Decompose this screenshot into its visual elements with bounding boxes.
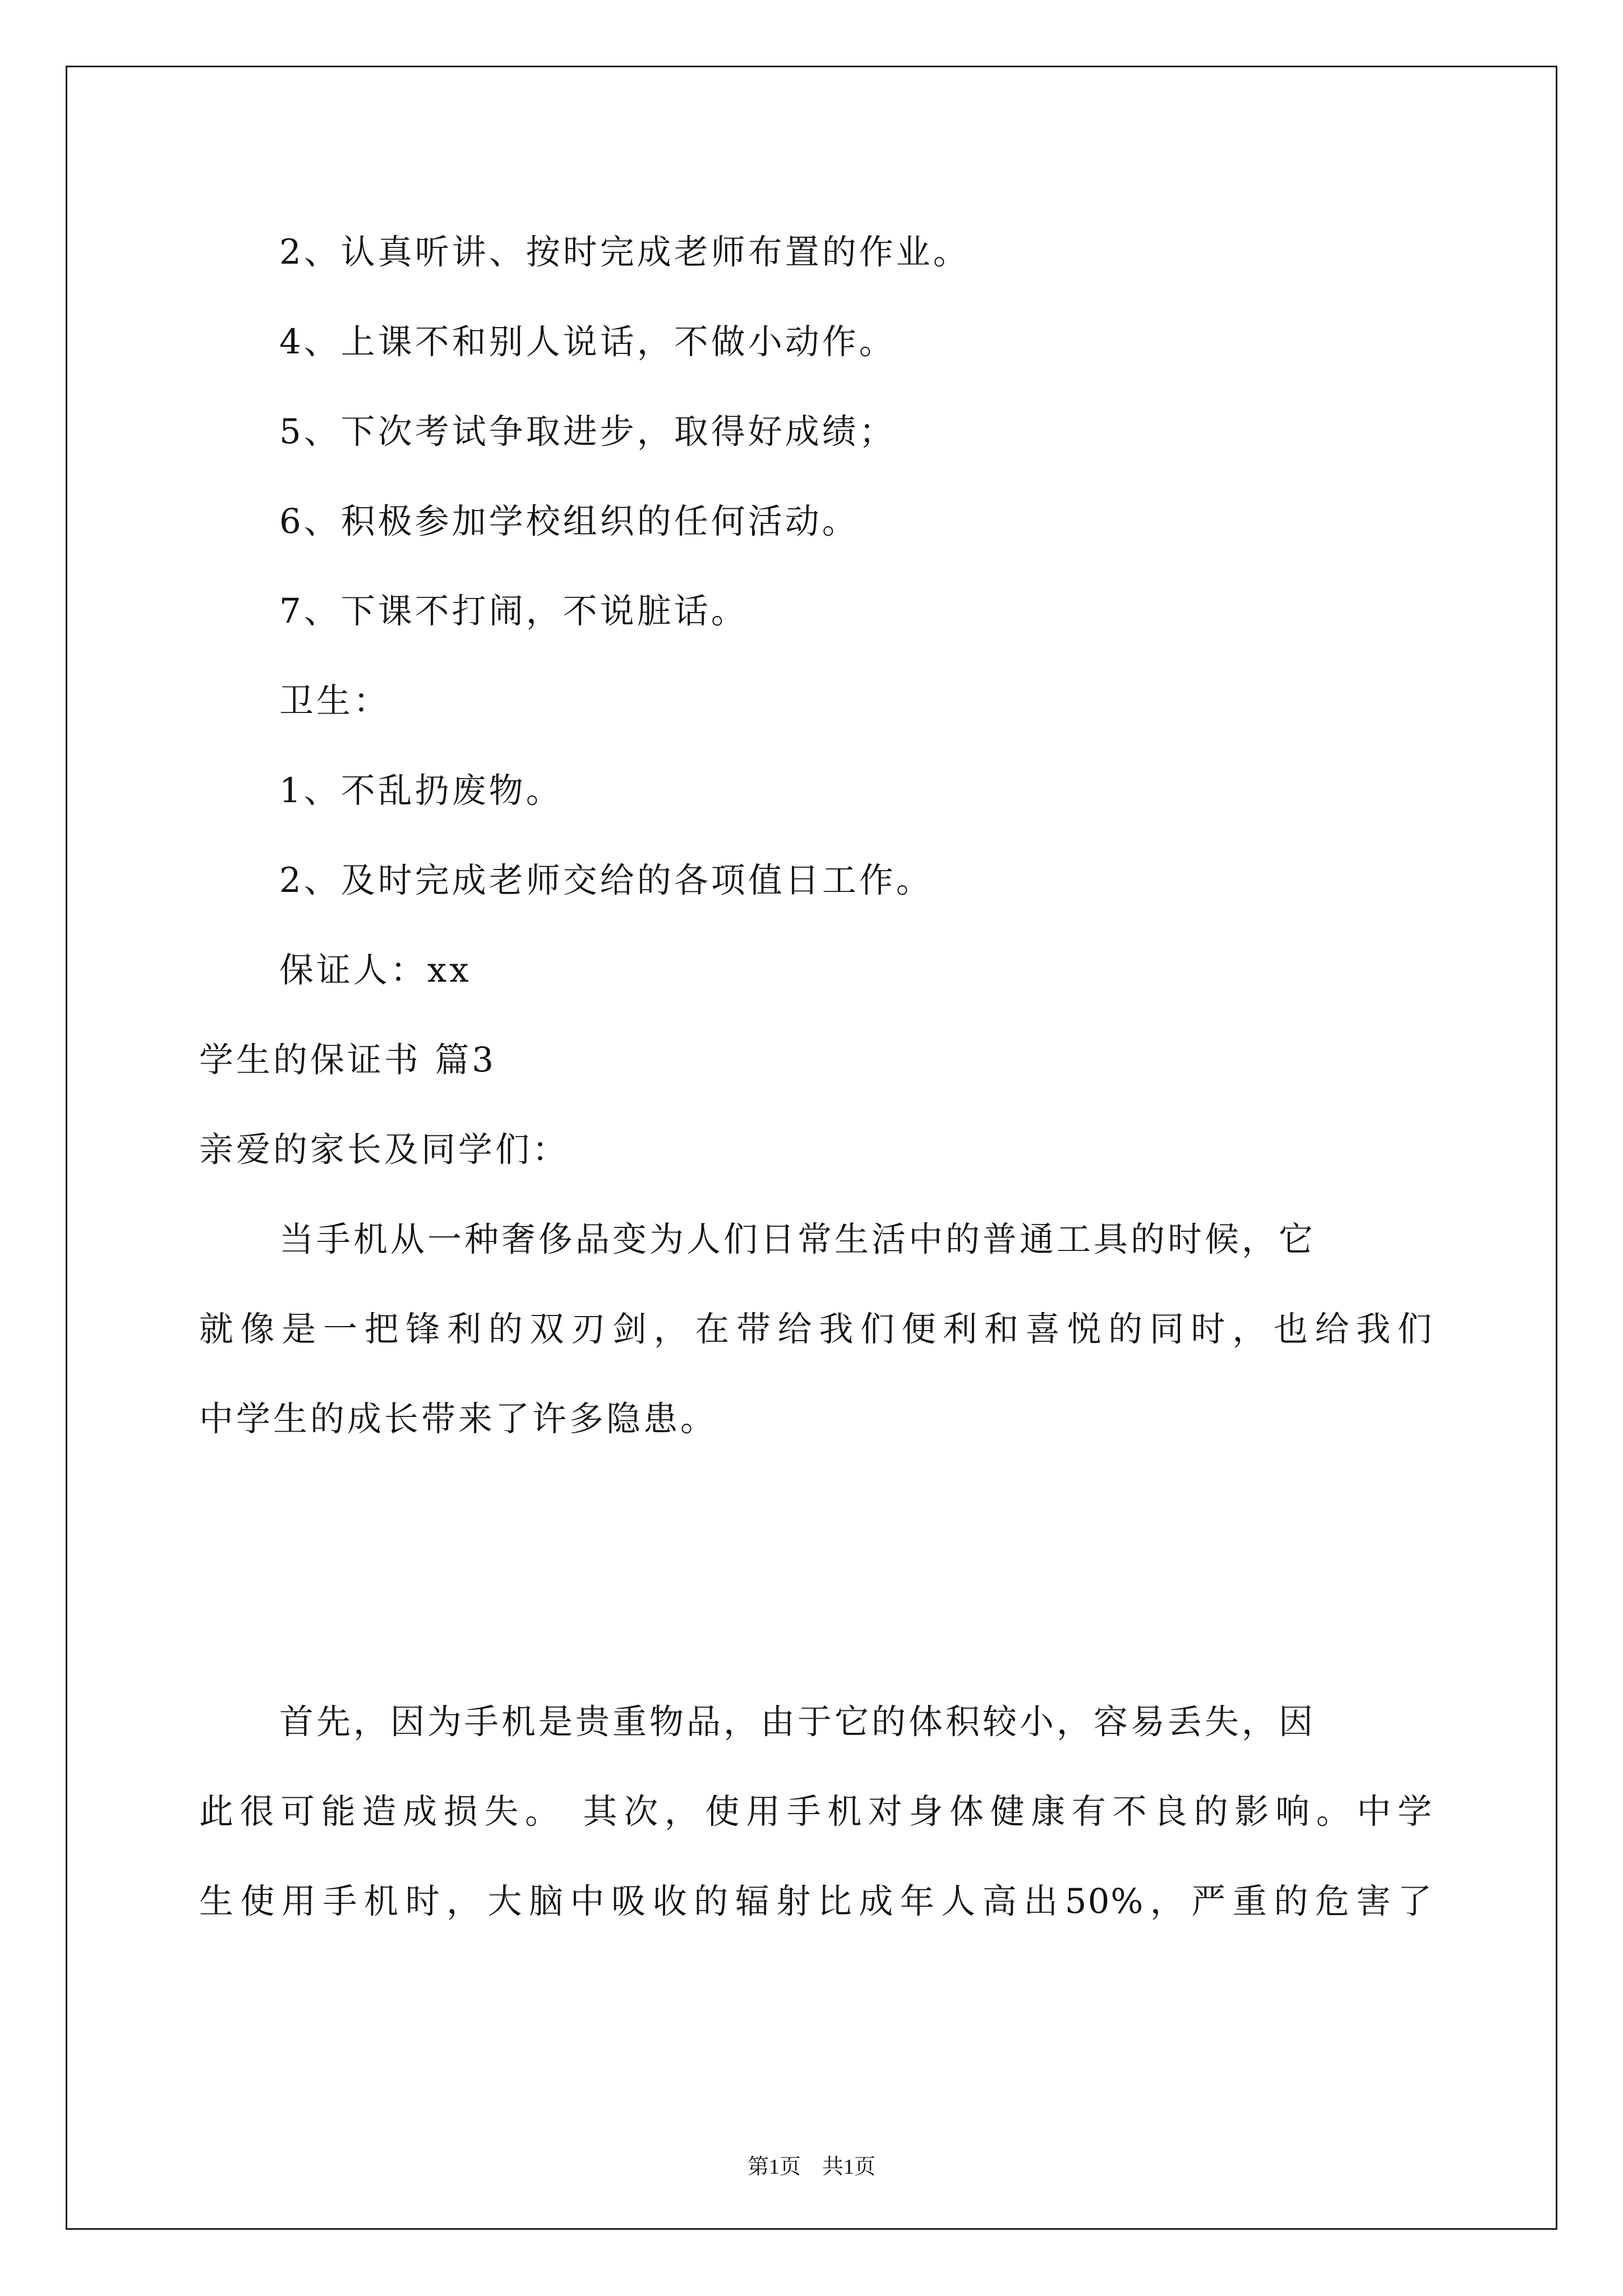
paragraph-line: 就像是一把锋利的双刃剑，在带给我们便利和喜悦的同时，也给我们: [199, 1309, 1433, 1349]
paragraph-line: 生使用手机时，大脑中吸收的辐射比成年人高出50%，严重的危害了: [199, 1881, 1433, 1921]
paragraph-line: 当手机从一种奢侈品变为人们日常生活中的普通工具的时候，它: [279, 1220, 1316, 1259]
list-item: 2、认真听讲、按时完成老师布置的作业。: [279, 232, 970, 272]
list-item: 6、积极参加学校组织的任何活动。: [279, 501, 859, 541]
section-heading: 卫生：: [279, 681, 391, 721]
page-footer: 第1页 共1页: [747, 2155, 875, 2179]
list-item: 5、下次考试争取进步，取得好成绩；: [279, 412, 896, 452]
section-title: 学生的保证书 篇3: [199, 1040, 497, 1080]
list-item: 1、不乱扔废物。: [279, 771, 563, 811]
paragraph-line: 中学生的成长带来了许多隐患。: [199, 1399, 718, 1439]
list-item: 2、及时完成老师交给的各项值日工作。: [279, 861, 933, 900]
signature-line: 保证人：xx: [279, 950, 472, 990]
salutation: 亲爱的家长及同学们：: [199, 1130, 570, 1170]
list-item: 4、上课不和别人说话，不做小动作。: [279, 322, 896, 362]
paragraph-line: 此很可能造成损失。 其次，使用手机对身体健康有不良的影响。中学: [199, 1792, 1433, 1832]
paragraph-line: 首先，因为手机是贵重物品，由于它的体积较小，容易丢失，因: [279, 1702, 1316, 1742]
list-item: 7、下课不打闹，不说脏话。: [279, 591, 748, 631]
